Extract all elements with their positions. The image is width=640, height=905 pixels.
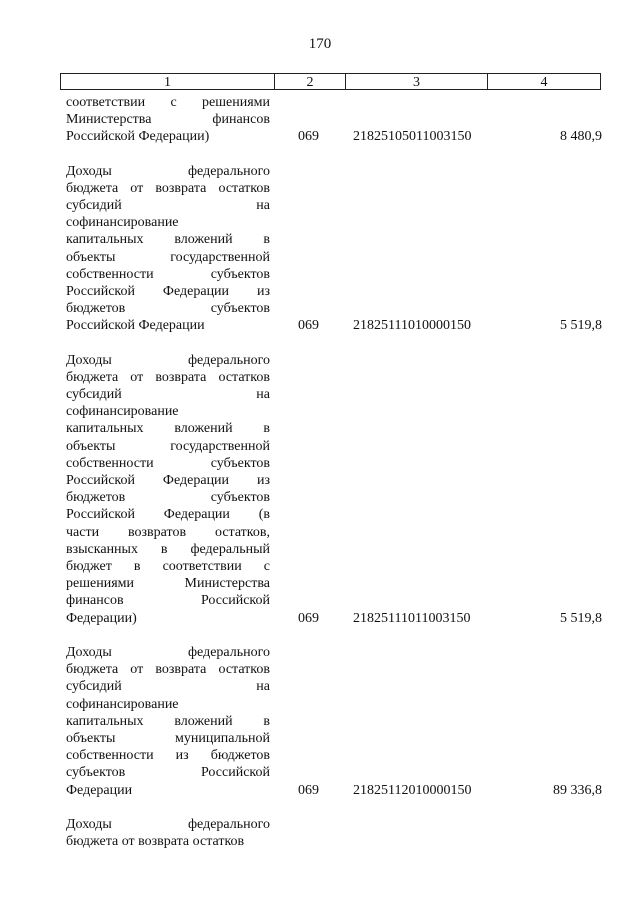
row-budget-code: 21825112010000150: [353, 782, 472, 798]
table-row: [66, 816, 606, 850]
description-line: части возвратов остатков,: [66, 524, 270, 540]
description-line: бюджетов субъектов: [66, 490, 270, 506]
description-line: Доходы федерального: [66, 644, 270, 660]
header-col-2: 2: [275, 74, 346, 89]
description-line: объекты государственной: [66, 438, 270, 454]
description-line: бюджета от возврата остатков: [66, 369, 270, 385]
description-line: бюджетов субъектов: [66, 301, 270, 317]
description-line: Доходы федерального: [66, 352, 270, 368]
row-amount: 89 336,8: [553, 782, 602, 798]
description-line: взысканных в федеральный: [66, 541, 270, 557]
description-line: софинансирование: [66, 404, 179, 420]
row-description: [66, 816, 270, 850]
row-description: [66, 163, 270, 335]
row-description: [66, 352, 270, 627]
row-amount: 5 519,8: [560, 318, 602, 334]
row-admin-code: 069: [298, 610, 319, 626]
description-line: соответствии с решениями: [66, 95, 270, 110]
description-line: софинансирование: [66, 696, 179, 712]
description-line: объекты государственной: [66, 249, 270, 265]
description-line: Российской Федерации): [66, 129, 210, 145]
description-line: субсидий на: [66, 387, 270, 403]
row-budget-code: 21825105011003150: [353, 129, 472, 145]
description-line: капитальных вложений в: [66, 232, 270, 248]
description-line: финансов Российской: [66, 593, 270, 609]
description-line: Российской Федерации (в: [66, 507, 270, 523]
table-row: [66, 163, 606, 335]
description-line: собственности субъектов: [66, 266, 270, 282]
description-line: бюджет в соответствии с: [66, 559, 270, 575]
row-budget-code: 21825111011003150: [353, 610, 471, 626]
description-line: субъектов Российской: [66, 765, 270, 781]
row-gap: [66, 799, 606, 816]
table-body: [66, 94, 606, 850]
table-row: [66, 94, 606, 146]
row-gap: [66, 335, 606, 352]
description-line: Доходы федерального: [66, 163, 270, 179]
table-row: [66, 352, 606, 627]
page-number: 170: [308, 36, 332, 52]
row-budget-code: 21825111010000150: [353, 318, 471, 334]
header-col-3: 3: [346, 74, 488, 89]
description-line: объекты муниципальной: [66, 730, 270, 746]
description-line: Российской Федерации из: [66, 284, 270, 300]
description-line: Российской Федерации: [66, 318, 205, 334]
row-gap: [66, 146, 606, 163]
row-admin-code: 069: [298, 318, 319, 334]
row-admin-code: 069: [298, 129, 319, 145]
description-line: капитальных вложений в: [66, 421, 270, 437]
row-admin-code: 069: [298, 782, 319, 798]
description-line: софинансирование: [66, 215, 179, 231]
table-header: [60, 73, 601, 90]
description-line: бюджета от возврата остатков: [66, 833, 245, 849]
description-line: капитальных вложений в: [66, 713, 270, 729]
description-line: субсидий на: [66, 679, 270, 695]
description-line: бюджета от возврата остатков: [66, 180, 270, 196]
header-col-1: 1: [61, 74, 275, 89]
header-col-4: 4: [540, 75, 548, 90]
description-line: собственности из бюджетов: [66, 748, 270, 764]
description-line: Доходы федерального: [66, 816, 270, 832]
row-amount: 8 480,9: [560, 129, 602, 145]
description-line: Федерации): [66, 610, 137, 626]
table-row: [66, 644, 606, 799]
description-line: Российской Федерации из: [66, 473, 270, 489]
description-line: Министерства финансов: [66, 112, 270, 128]
description-line: бюджета от возврата остатков: [66, 662, 270, 678]
row-description: [66, 644, 270, 799]
description-line: собственности субъектов: [66, 455, 270, 471]
description-line: Федерации: [66, 782, 133, 798]
row-amount: 5 519,8: [560, 610, 602, 626]
row-gap: [66, 627, 606, 644]
row-description: [66, 94, 270, 146]
description-line: решениями Министерства: [66, 576, 270, 592]
description-line: субсидий на: [66, 198, 270, 214]
